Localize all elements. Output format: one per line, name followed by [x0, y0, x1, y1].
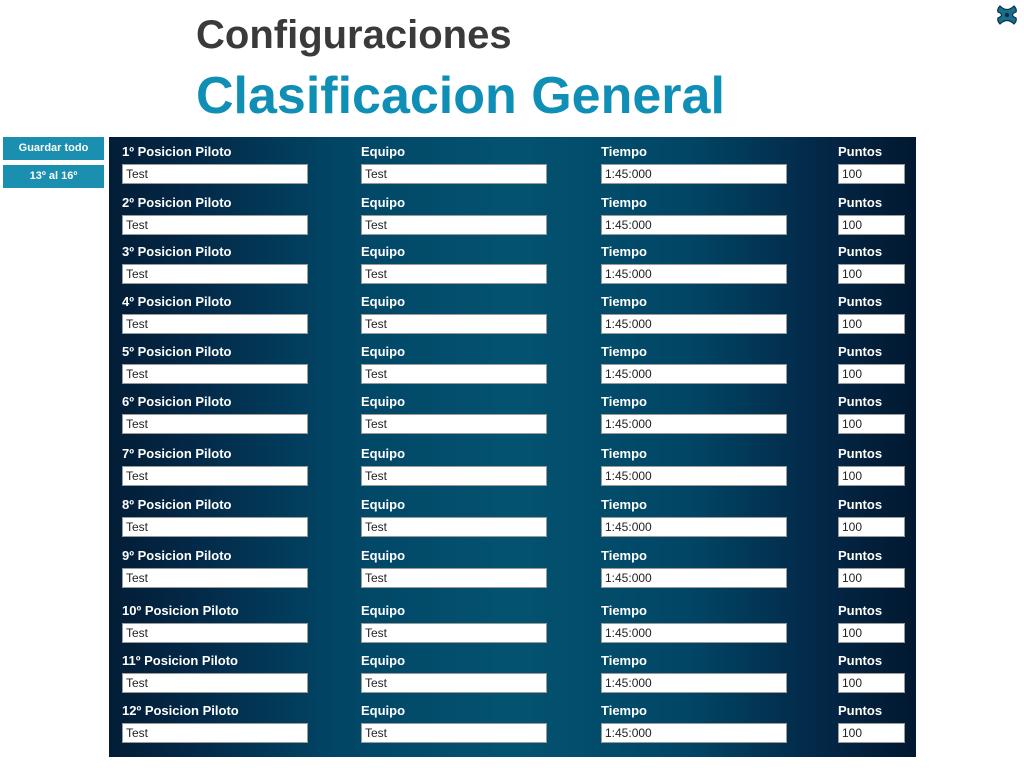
pilot-input[interactable] — [122, 568, 308, 588]
points-input[interactable] — [838, 364, 905, 384]
team-label: Equipo — [361, 703, 406, 718]
time-input[interactable] — [601, 466, 787, 486]
team-label: Equipo — [361, 653, 406, 668]
classification-row — [109, 446, 916, 492]
points-label: Puntos — [838, 603, 883, 618]
points-label: Puntos — [838, 653, 883, 668]
time-label: Tiempo — [601, 548, 647, 563]
time-input[interactable] — [601, 164, 787, 184]
classification-row — [109, 497, 916, 543]
team-label: Equipo — [361, 548, 406, 563]
time-label: Tiempo — [601, 195, 647, 210]
team-input[interactable] — [361, 517, 547, 537]
time-input[interactable] — [601, 314, 787, 334]
time-input[interactable] — [601, 517, 787, 537]
classification-row — [109, 703, 916, 749]
points-label: Puntos — [838, 446, 883, 461]
position-label: 9º Posicion Piloto — [122, 548, 232, 563]
close-button[interactable] — [996, 4, 1018, 26]
team-input[interactable] — [361, 164, 547, 184]
time-input[interactable] — [601, 264, 787, 284]
pilot-input[interactable] — [122, 264, 308, 284]
time-input[interactable] — [601, 568, 787, 588]
classification-row — [109, 195, 916, 241]
classification-row — [109, 394, 916, 440]
time-label: Tiempo — [601, 703, 647, 718]
team-label: Equipo — [361, 394, 406, 409]
points-input[interactable] — [838, 215, 905, 235]
team-input[interactable] — [361, 215, 547, 235]
time-input[interactable] — [601, 215, 787, 235]
position-label: 3º Posicion Piloto — [122, 244, 232, 259]
points-input[interactable] — [838, 623, 905, 643]
time-label: Tiempo — [601, 497, 647, 512]
pilot-input[interactable] — [122, 517, 308, 537]
close-x-icon — [996, 4, 1018, 26]
points-label: Puntos — [838, 497, 883, 512]
time-input[interactable] — [601, 623, 787, 643]
pilot-input[interactable] — [122, 723, 308, 743]
points-input[interactable] — [838, 466, 905, 486]
position-label: 10º Posicion Piloto — [122, 603, 239, 618]
classification-row — [109, 603, 916, 649]
team-label: Equipo — [361, 344, 406, 359]
team-label: Equipo — [361, 294, 406, 309]
team-input[interactable] — [361, 723, 547, 743]
time-label: Tiempo — [601, 446, 647, 461]
time-label: Tiempo — [601, 144, 647, 159]
classification-row — [109, 244, 916, 290]
pilot-input[interactable] — [122, 673, 308, 693]
position-label: 6º Posicion Piloto — [122, 394, 232, 409]
classification-row — [109, 548, 916, 594]
time-label: Tiempo — [601, 653, 647, 668]
points-label: Puntos — [838, 703, 883, 718]
position-label: 11º Posicion Piloto — [122, 653, 238, 668]
position-label: 8º Posicion Piloto — [122, 497, 232, 512]
team-input[interactable] — [361, 673, 547, 693]
classification-row — [109, 294, 916, 340]
team-input[interactable] — [361, 568, 547, 588]
team-label: Equipo — [361, 195, 406, 210]
team-input[interactable] — [361, 264, 547, 284]
team-label: Equipo — [361, 244, 406, 259]
points-label: Puntos — [838, 294, 883, 309]
range-13-16-button[interactable]: 13º al 16º — [3, 165, 104, 188]
points-label: Puntos — [838, 344, 883, 359]
position-label: 2º Posicion Piloto — [122, 195, 232, 210]
team-label: Equipo — [361, 144, 406, 159]
classification-row — [109, 344, 916, 390]
time-input[interactable] — [601, 723, 787, 743]
time-input[interactable] — [601, 673, 787, 693]
team-input[interactable] — [361, 466, 547, 486]
points-input[interactable] — [838, 568, 905, 588]
team-input[interactable] — [361, 414, 547, 434]
points-label: Puntos — [838, 244, 883, 259]
classification-row — [109, 144, 916, 190]
team-input[interactable] — [361, 314, 547, 334]
pilot-input[interactable] — [122, 414, 308, 434]
team-label: Equipo — [361, 497, 406, 512]
pilot-input[interactable] — [122, 215, 308, 235]
position-label: 12º Posicion Piloto — [122, 703, 239, 718]
pilot-input[interactable] — [122, 164, 308, 184]
points-input[interactable] — [838, 723, 905, 743]
points-label: Puntos — [838, 394, 883, 409]
points-label: Puntos — [838, 144, 883, 159]
team-label: Equipo — [361, 446, 406, 461]
points-input[interactable] — [838, 414, 905, 434]
save-all-button[interactable]: Guardar todo — [3, 137, 104, 160]
points-label: Puntos — [838, 195, 883, 210]
points-input[interactable] — [838, 264, 905, 284]
page-subtitle: Clasificacion General — [196, 67, 725, 125]
time-label: Tiempo — [601, 244, 647, 259]
position-label: 4º Posicion Piloto — [122, 294, 232, 309]
time-label: Tiempo — [601, 344, 647, 359]
points-label: Puntos — [838, 548, 883, 563]
position-label: 5º Posicion Piloto — [122, 344, 232, 359]
position-label: 7º Posicion Piloto — [122, 446, 232, 461]
page-title: Configuraciones — [196, 13, 512, 57]
time-label: Tiempo — [601, 603, 647, 618]
time-label: Tiempo — [601, 394, 647, 409]
team-input[interactable] — [361, 364, 547, 384]
pilot-input[interactable] — [122, 314, 308, 334]
points-input[interactable] — [838, 164, 905, 184]
points-input[interactable] — [838, 314, 905, 334]
time-input[interactable] — [601, 414, 787, 434]
time-input[interactable] — [601, 364, 787, 384]
classification-row — [109, 653, 916, 699]
position-label: 1º Posicion Piloto — [122, 144, 232, 159]
pilot-input[interactable] — [122, 466, 308, 486]
team-input[interactable] — [361, 623, 547, 643]
pilot-input[interactable] — [122, 364, 308, 384]
time-label: Tiempo — [601, 294, 647, 309]
points-input[interactable] — [838, 517, 905, 537]
team-label: Equipo — [361, 603, 406, 618]
classification-panel — [109, 137, 916, 757]
points-input[interactable] — [838, 673, 905, 693]
pilot-input[interactable] — [122, 623, 308, 643]
